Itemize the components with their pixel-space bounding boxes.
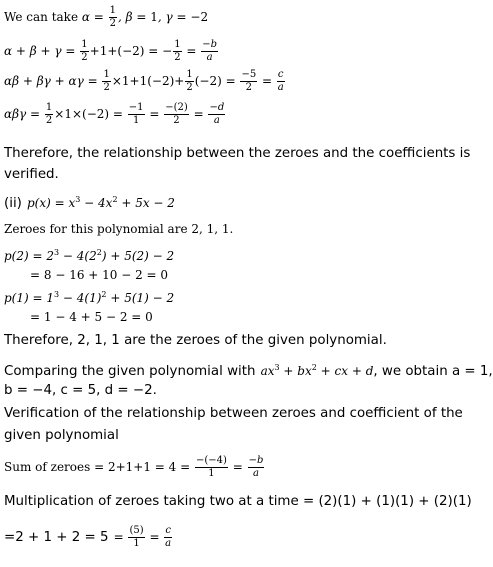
comparing-line [4,360,493,379]
general-polynomial: $ax^3 + bx^2$ + cx + d [260,363,374,378]
comparing-result: , we obtain a = 1, [373,364,493,379]
equation-line-1: We can take α = $\frac{1}{2}$ , β = 1, γ = −2 [4,5,209,29]
eval-p1-line-1: $p(1) = 1^3 - 4(1)^2 + 5(1) - 2$ [4,290,175,305]
part-ii-label: (ii) [4,196,22,211]
equation-line-2: α + β + γ = $\frac{1}{2}$ +1+(−2) = − $\frac{1}{2}$ = $\frac{-b}{a}$ [4,39,218,63]
part-ii-line [4,192,175,211]
equation-line-3: αβ + βγ + αγ = $\frac{1}{2}$ ×1+1(−2)+ $\frac{1}{2}$ (−2) = $\frac{-5}{2}$ = $\frac{c}{a}$ [4,69,284,93]
multiplication-result [4,526,173,549]
paragraph-verified: verified. [4,167,59,182]
verification-heading: Verification of the relationship between zeroes and coefficient of the [4,406,463,421]
zeroes-conclusion: Therefore, 2, 1, 1 are the zeroes of the given polynomial. [4,333,387,348]
zeroes-statement: Zeroes for this polynomial are 2, 1, 1. [4,222,234,236]
verification-heading-2: given polynomial [4,428,119,443]
eval-p2-line-1: $p(2) = 2^3 - 4(2^2) + 5(2) - 2$ [4,248,175,263]
eval-p2-line-2: = 8 − 16 + 10 − 2 = 0 [30,268,169,282]
equation-line-4: αβγ = $\frac{1}{2}$ ×1×(−2) = $\frac{-1}{1}$ = $\frac{-(2)}{2}$ = $\frac{-d}{a}$ [4,102,225,126]
multiplication-ratio: = $\frac{(5)}{1}$ = $\frac{c}{a}$ [113,525,172,549]
coefficients: b = −4, c = 5, d = −2. [4,383,157,398]
polynomial-definition: $p(x) = x^3 - 4x^2 + 5x - 2$ [26,195,175,210]
multiplication-statement: Multiplication of zeroes taking two at a time = (2)(1) + (1)(1) + (2)(1) [4,494,472,509]
paragraph-relationship: Therefore, the relationship between the zeroes and the coefficients is [4,146,471,161]
eval-p1-line-2: = 1 − 4 + 5 − 2 = 0 [30,310,153,324]
comparing-text: Comparing the given polynomial with [4,364,256,379]
sum-of-zeroes: Sum of zeroes = 2+1+1 = 4 = $\frac{-(-4)}{1}$ = $\frac{-b}{a}$ [4,455,264,479]
multiplication-sum: =2 + 1 + 2 = 5 [4,530,109,545]
